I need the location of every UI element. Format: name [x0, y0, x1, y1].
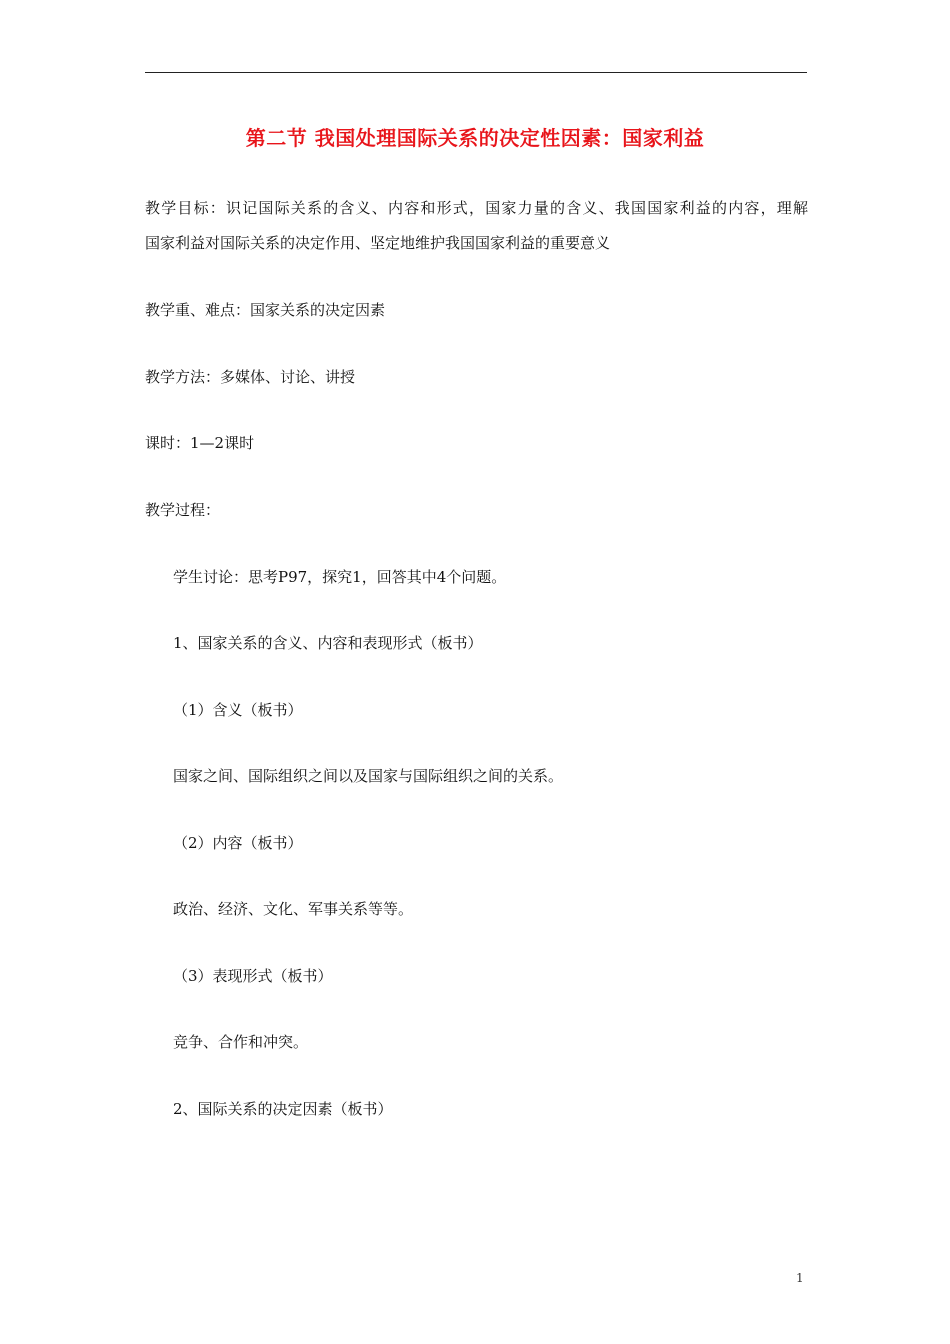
student-discussion: 学生讨论：思考P97，探究1，回答其中4个问题。 [173, 568, 507, 586]
header-rule [145, 72, 807, 73]
document-title: 第二节 我国处理国际关系的决定性因素：国家利益 [245, 126, 705, 150]
teaching-methods: 教学方法：多媒体、讨论、讲授 [145, 368, 356, 386]
key-points: 教学重、难点：国家关系的决定因素 [145, 301, 386, 319]
objectives-line-2: 国家利益对国际关系的决定作用、坚定地维护我国国家利益的重要意义 [145, 234, 611, 252]
subsection-3-text: 竞争、合作和冲突。 [173, 1033, 309, 1051]
objectives-line-1: 教学目标：识记国际关系的含义、内容和形式，国家力量的含义、我国国家利益的内容，理解 [145, 199, 808, 217]
subsection-3-heading: （3）表现形式（板书） [173, 967, 333, 985]
subsection-1-text: 国家之间、国际组织之间以及国家与国际组织之间的关系。 [173, 767, 564, 785]
section-2-heading: 2、国际关系的决定因素（板书） [173, 1100, 393, 1118]
class-hours: 课时：1—2课时 [145, 434, 255, 452]
subsection-2-text: 政治、经济、文化、军事关系等等。 [173, 900, 414, 918]
subsection-1-heading: （1）含义（板书） [173, 701, 303, 719]
section-1-heading: 1、国家关系的含义、内容和表现形式（板书） [173, 634, 483, 652]
process-heading: 教学过程： [145, 501, 221, 519]
page-number: 1 [796, 1271, 804, 1285]
subsection-2-heading: （2）内容（板书） [173, 834, 303, 852]
